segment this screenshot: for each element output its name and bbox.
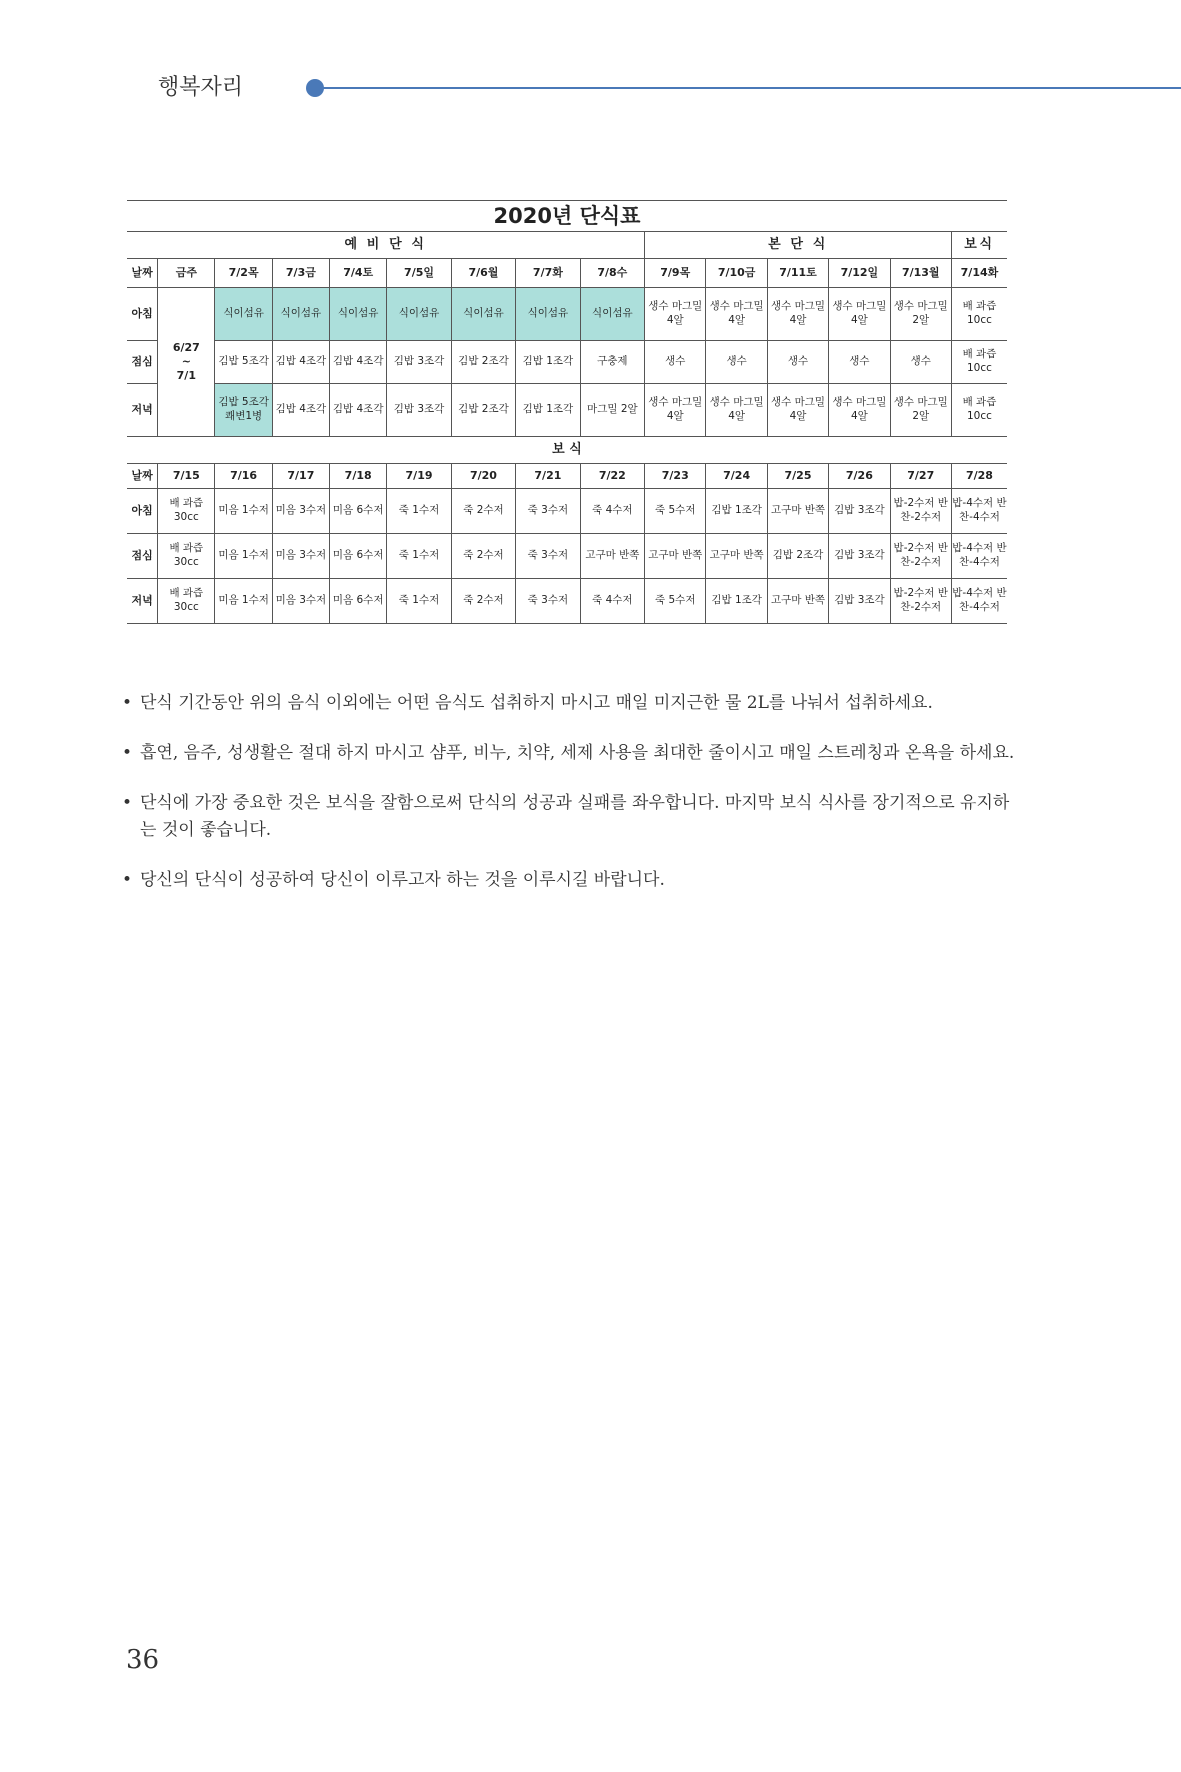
- meal-cell: 고구마 반쪽: [767, 579, 828, 624]
- phase-prep: 예 비 단 식: [127, 232, 645, 259]
- note-item: • 흡연, 음주, 성생활은 절대 하지 마시고 샴푸, 비누, 치약, 세제 사용을 최대한 줄이시고 매일 스트레칭과 온욕을 하세요.: [122, 740, 1022, 767]
- table-row: [127, 201, 1007, 232]
- date-header: 7/11토: [767, 259, 828, 288]
- meal-cell: 김밥 1조각: [516, 384, 580, 437]
- meal-cell: 죽 1수저: [387, 534, 451, 579]
- date-header: 7/18: [330, 464, 387, 489]
- meal-cell: 생수: [645, 341, 706, 384]
- meal-cell: 생수 마그밀 2알: [890, 384, 951, 437]
- date-header: 7/19: [387, 464, 451, 489]
- meal-cell: 배 과즙 10cc: [951, 288, 1007, 341]
- date-header: 7/8수: [580, 259, 644, 288]
- date-header: 7/13월: [890, 259, 951, 288]
- row-label-lunch: 점심: [127, 534, 158, 579]
- abstain-range-line: ~: [181, 354, 191, 368]
- meal-cell: 생수 마그밀 4알: [829, 384, 890, 437]
- meal-cell: 배 과즙 30cc: [158, 489, 215, 534]
- table-row: [127, 232, 1007, 259]
- meal-cell: 배 과즙 10cc: [951, 384, 1007, 437]
- date-header: 7/6월: [451, 259, 515, 288]
- meal-cell: 밥-2수저 반찬-2수저: [890, 579, 951, 624]
- meal-cell: 생수: [890, 341, 951, 384]
- meal-cell: 생수 마그밀 4알: [706, 384, 767, 437]
- meal-cell: 배 과즙 30cc: [158, 579, 215, 624]
- header-rule: [318, 87, 1181, 89]
- date-header: 7/26: [829, 464, 890, 489]
- note-item: • 단식 기간동안 위의 음식 이외에는 어떤 음식도 섭취하지 마시고 매일 미지근한 물 2L를 나눠서 섭취하세요.: [122, 690, 1022, 717]
- table-row: [127, 489, 1007, 534]
- note-item: • 당신의 단식이 성공하여 당신이 이루고자 하는 것을 이루시길 바랍니다.: [122, 867, 1022, 894]
- meal-cell: 김밥 3조각: [829, 489, 890, 534]
- meal-cell: 미음 6수저: [330, 489, 387, 534]
- meal-cell: 밥-4수저 반찬-4수저: [951, 579, 1007, 624]
- table-row: [127, 437, 1007, 464]
- meal-cell: 죽 4수저: [580, 489, 644, 534]
- meal-cell: 죽 1수저: [387, 489, 451, 534]
- meal-cell: 김밥 4조각: [330, 384, 387, 437]
- date-header: 7/9목: [645, 259, 706, 288]
- fasting-table: [127, 200, 1007, 624]
- date-header: 7/4토: [330, 259, 387, 288]
- meal-cell: 밥-4수저 반찬-4수저: [951, 489, 1007, 534]
- date-header: 7/14화: [951, 259, 1007, 288]
- meal-cell: 죽 5수저: [645, 579, 706, 624]
- meal-cell: 미음 6수저: [330, 534, 387, 579]
- meal-cell: 생수 마그밀 4알: [645, 384, 706, 437]
- meal-cell: 생수 마그밀 4알: [767, 384, 828, 437]
- row-label-date: 날짜: [127, 464, 158, 489]
- meal-cell: 죽 3수저: [516, 534, 580, 579]
- meal-cell: 배 과즙 10cc: [951, 341, 1007, 384]
- meal-cell: 김밥 2조각: [451, 341, 515, 384]
- meal-cell: 미음 1수저: [215, 579, 272, 624]
- phase-recovery-label: 보 식: [127, 437, 1007, 464]
- meal-cell: 김밥 1조각: [706, 579, 767, 624]
- meal-cell: 김밥 4조각: [330, 341, 387, 384]
- date-header: 7/20: [451, 464, 515, 489]
- meal-cell: 죽 3수저: [516, 489, 580, 534]
- meal-cell: 죽 3수저: [516, 579, 580, 624]
- meal-cell: 생수 마그밀 4알: [767, 288, 828, 341]
- meal-cell: 생수 마그밀 4알: [645, 288, 706, 341]
- row-label-breakfast: 아침: [127, 288, 158, 341]
- meal-cell: 김밥 3조각: [829, 534, 890, 579]
- meal-cell: 식이섬유: [451, 288, 515, 341]
- meal-cell: 김밥 2조각: [767, 534, 828, 579]
- meal-cell: 배 과즙 30cc: [158, 534, 215, 579]
- abstain-range-line: 7/1: [176, 369, 196, 383]
- meal-cell: 미음 1수저: [215, 489, 272, 534]
- meal-cell: 생수 마그밀 2알: [890, 288, 951, 341]
- table-row: [127, 259, 1007, 288]
- meal-cell: 밥-2수저 반찬-2수저: [890, 534, 951, 579]
- date-header: 7/2목: [215, 259, 272, 288]
- meal-cell: 밥-4수저 반찬-4수저: [951, 534, 1007, 579]
- meal-cell: 김밥 5조각: [215, 341, 272, 384]
- meal-cell: 김밥 1조각: [706, 489, 767, 534]
- meal-cell: 김밥 4조각: [272, 384, 329, 437]
- meal-cell: 식이섬유: [272, 288, 329, 341]
- meal-cell: 식이섬유: [330, 288, 387, 341]
- meal-cell: 마그밀 2알: [580, 384, 644, 437]
- table-row: [127, 464, 1007, 489]
- meal-cell: 죽 5수저: [645, 489, 706, 534]
- meal-cell: 생수: [829, 341, 890, 384]
- meal-cell: 죽 4수저: [580, 579, 644, 624]
- note-item: • 단식에 가장 중요한 것은 보식을 잘함으로써 단식의 성공과 실패를 좌우합니다. 마지막 보식 식사를 장기적으로 유지하는 것이 좋습니다.: [122, 790, 1022, 844]
- row-label-date: 날짜: [127, 259, 158, 288]
- meal-cell: 고구마 반쪽: [767, 489, 828, 534]
- meal-cell: 미음 3수저: [272, 489, 329, 534]
- date-header: 7/17: [272, 464, 329, 489]
- date-header: 7/25: [767, 464, 828, 489]
- meal-cell: 죽 1수저: [387, 579, 451, 624]
- meal-cell: 고구마 반쪽: [706, 534, 767, 579]
- table-row: [127, 534, 1007, 579]
- row-label-lunch: 점심: [127, 341, 158, 384]
- meal-cell: 김밥 3조각: [387, 341, 451, 384]
- meal-cell: 생수 마그밀 4알: [706, 288, 767, 341]
- meal-cell: 생수: [706, 341, 767, 384]
- date-header: 7/24: [706, 464, 767, 489]
- table-row: [127, 384, 1007, 437]
- abstain-range: [158, 288, 215, 437]
- date-header: 7/28: [951, 464, 1007, 489]
- phase-main: 본 단 식: [645, 232, 952, 259]
- table-row: [127, 579, 1007, 624]
- meal-cell: 밥-2수저 반찬-2수저: [890, 489, 951, 534]
- meal-cell: 고구마 반쪽: [645, 534, 706, 579]
- date-header: 7/16: [215, 464, 272, 489]
- date-header: 7/3금: [272, 259, 329, 288]
- meal-cell: 김밥 4조각: [272, 341, 329, 384]
- meal-cell: 식이섬유: [215, 288, 272, 341]
- fasting-schedule: [127, 200, 1007, 624]
- fasting-notes: [122, 690, 1022, 917]
- date-header: 7/15: [158, 464, 215, 489]
- meal-cell: 식이섬유: [580, 288, 644, 341]
- meal-cell: 생수: [767, 341, 828, 384]
- date-header: 7/21: [516, 464, 580, 489]
- date-header: 7/10금: [706, 259, 767, 288]
- page-number: 36: [126, 1645, 160, 1675]
- table-row: [127, 341, 1007, 384]
- date-header: 금주: [158, 259, 215, 288]
- abstain-range-line: 6/27: [172, 340, 200, 354]
- date-header: 7/7화: [516, 259, 580, 288]
- row-label-dinner: 저녁: [127, 384, 158, 437]
- meal-cell: 미음 3수저: [272, 534, 329, 579]
- meal-cell: 미음 1수저: [215, 534, 272, 579]
- meal-cell: 김밥 3조각: [829, 579, 890, 624]
- date-header: 7/22: [580, 464, 644, 489]
- table-row: [127, 288, 1007, 341]
- meal-cell: 미음 3수저: [272, 579, 329, 624]
- meal-cell: 김밥 3조각: [387, 384, 451, 437]
- meal-cell: 생수 마그밀 4알: [829, 288, 890, 341]
- row-label-dinner: 저녁: [127, 579, 158, 624]
- date-header: 7/5일: [387, 259, 451, 288]
- page-header-title: 행복자리: [158, 75, 244, 100]
- date-header: 7/12일: [829, 259, 890, 288]
- phase-recovery: 보식: [951, 232, 1007, 259]
- table-title: 2020년 단식표: [127, 201, 1007, 232]
- meal-cell: 김밥 2조각: [451, 384, 515, 437]
- meal-cell: 식이섬유: [387, 288, 451, 341]
- row-label-breakfast: 아침: [127, 489, 158, 534]
- date-header: 7/27: [890, 464, 951, 489]
- meal-cell: 김밥 1조각: [516, 341, 580, 384]
- meal-cell: 죽 2수저: [451, 579, 515, 624]
- meal-cell: 고구마 반쪽: [580, 534, 644, 579]
- meal-cell: 미음 6수저: [330, 579, 387, 624]
- meal-cell: 죽 2수저: [451, 489, 515, 534]
- date-header: 7/23: [645, 464, 706, 489]
- meal-cell: 식이섬유: [516, 288, 580, 341]
- meal-cell: 죽 2수저: [451, 534, 515, 579]
- meal-cell: 김밥 5조각 쾌변1병: [215, 384, 272, 437]
- meal-cell: 구충제: [580, 341, 644, 384]
